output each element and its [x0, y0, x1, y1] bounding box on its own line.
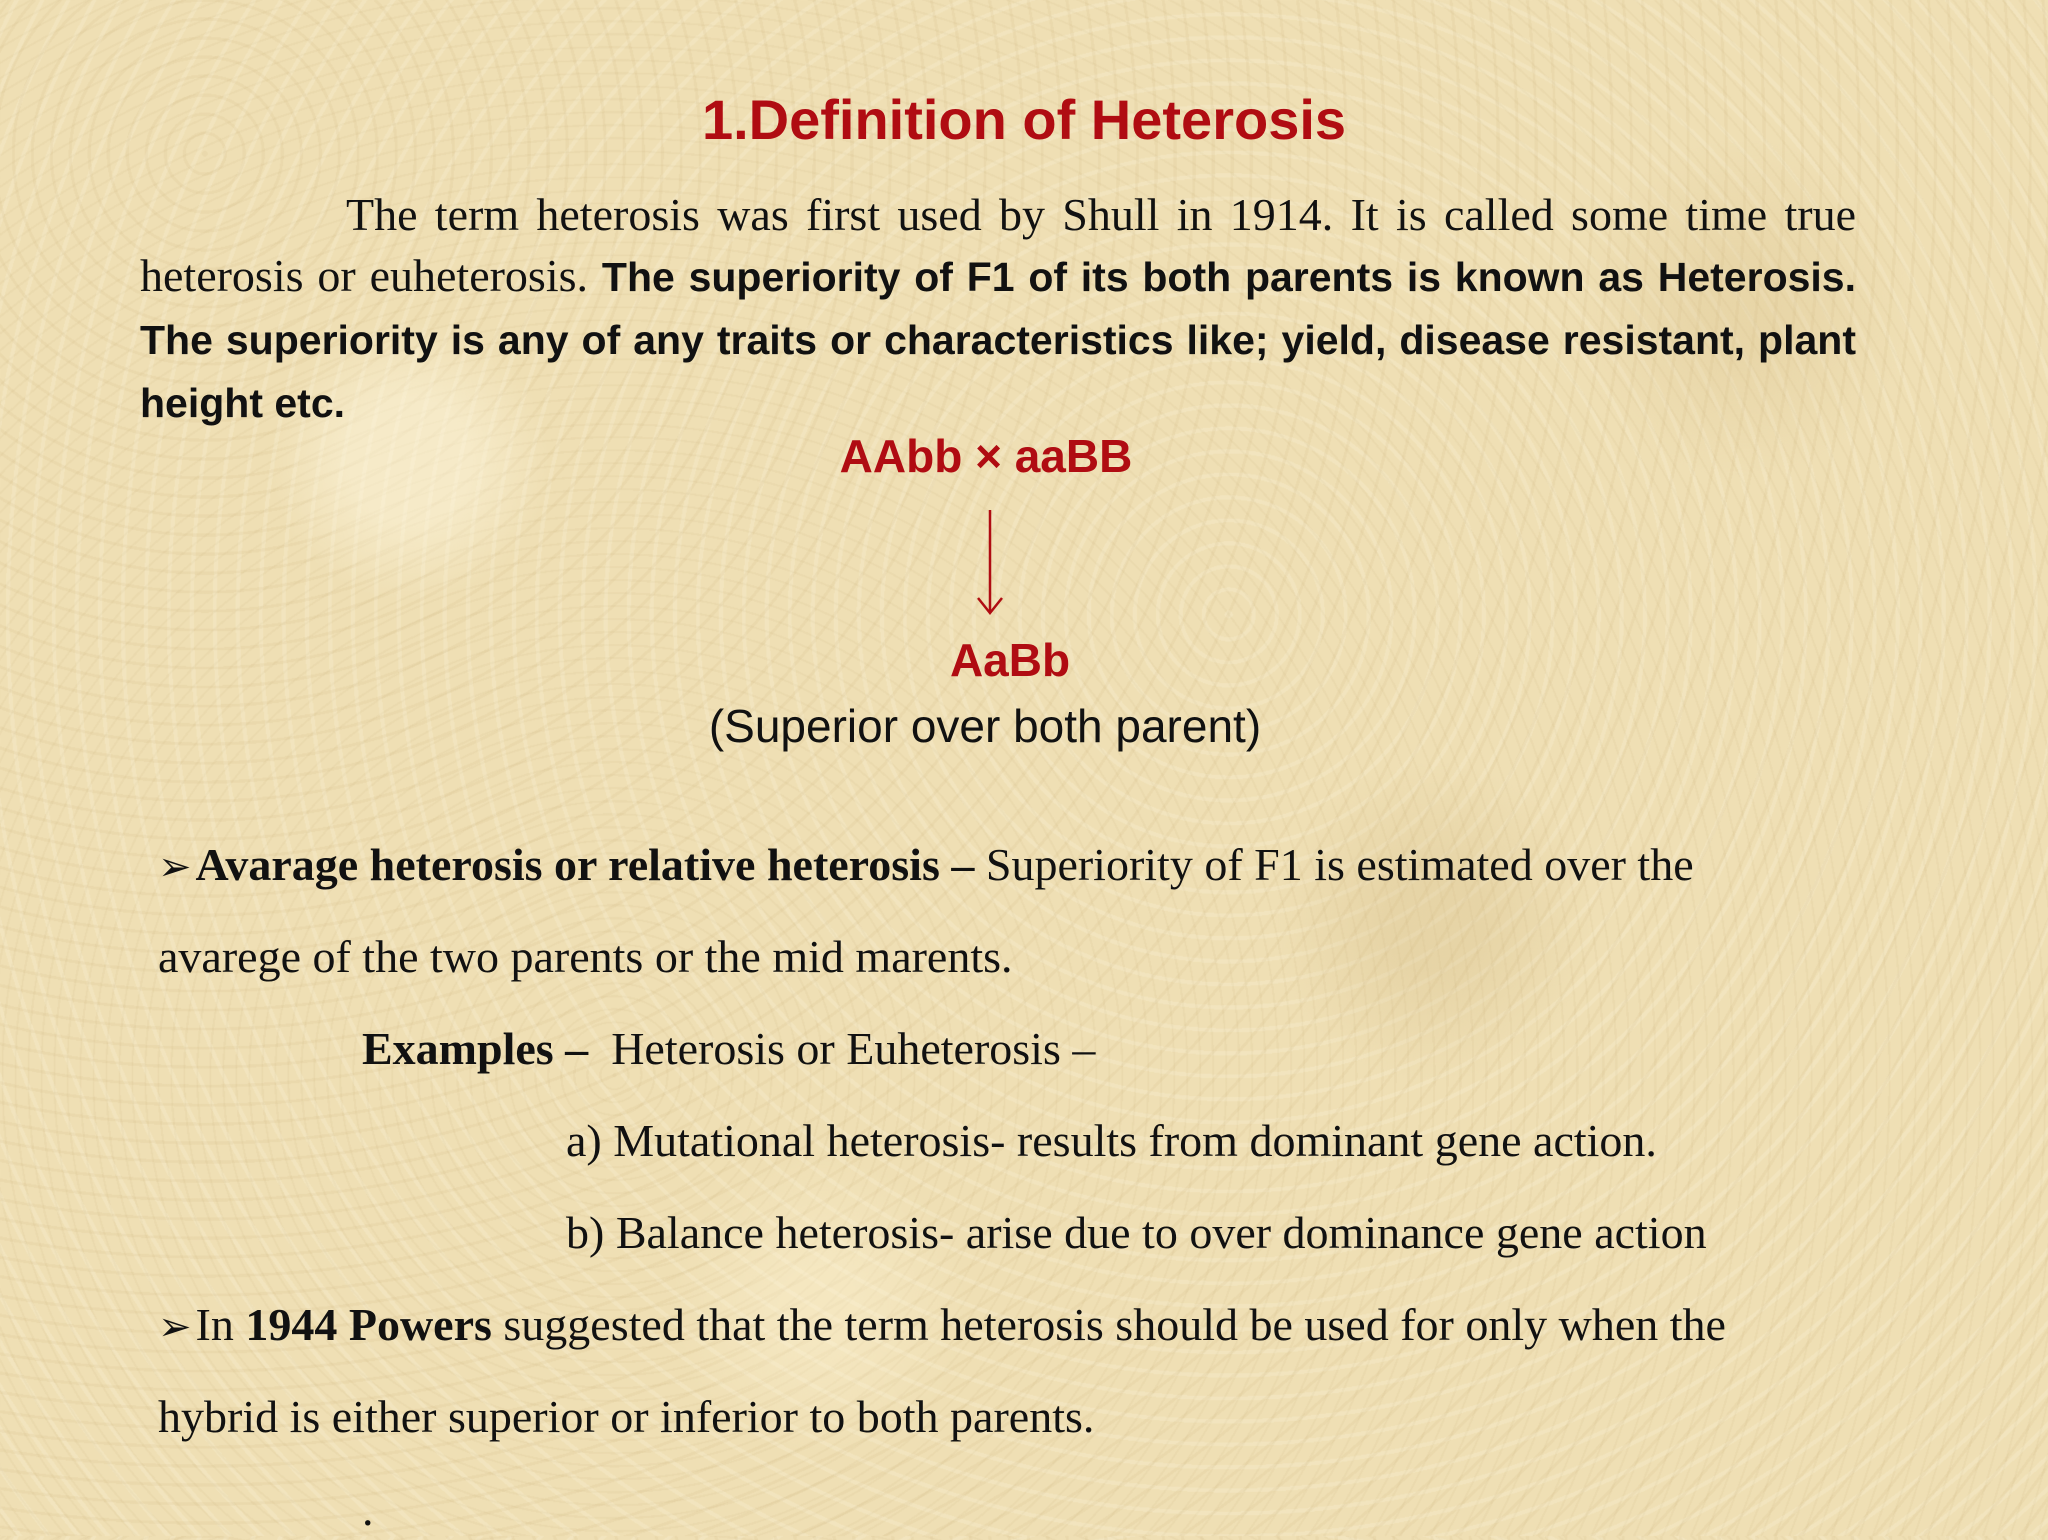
example-item-a: a) Mutational heterosis- results from dominant gene action.	[566, 1115, 1657, 1166]
average-heterosis-continuation: avarege of the two parents or the mid marents.	[158, 931, 1013, 982]
intro-plain-text: The term heterosis was first used by Shull in 1914. It is called some time true heterosis or euheterosis.	[140, 189, 1856, 301]
powers-continuation: hybrid is either superior or inferior to both parents.	[158, 1391, 1095, 1442]
examples-line	[362, 1019, 1095, 1079]
average-heterosis-definition: Superiority of F1 is estimated over the	[974, 839, 1694, 890]
cross-offspring: AaBb	[949, 634, 1071, 686]
cross-parents: AAbb × aaBB	[839, 430, 1133, 482]
powers-suffix: suggested that the term heterosis should be used for only when the	[491, 1299, 1726, 1350]
intro-paragraph	[140, 184, 1856, 434]
example-item-b: b) Balance heterosis- arise due to over dominance gene action	[566, 1207, 1707, 1258]
examples-label: Examples –	[362, 1023, 589, 1074]
powers-prefix: In	[195, 1299, 246, 1350]
average-heterosis-term: Avarage heterosis or relative heterosis –	[195, 839, 975, 890]
trailing-mark: .	[362, 1484, 374, 1535]
intro-bold-text: The superiority of F1 of its both parents is known as Heterosis. The superiority is any of any traits or characteristics like; yield, disease resistant, plant height etc.	[140, 254, 1856, 426]
powers-bold: 1944 Powers	[245, 1299, 492, 1350]
powers-line	[158, 1295, 1726, 1357]
bullet-arrow-icon: ➢	[158, 1304, 192, 1349]
bullet-arrow-icon: ➢	[158, 844, 192, 889]
average-heterosis-line	[158, 835, 1694, 897]
cross-note: (Superior over both parent)	[708, 700, 1262, 752]
down-arrow-icon	[972, 508, 1008, 618]
slide-title: 1.Definition of Heterosis	[701, 88, 1347, 151]
examples-text: Heterosis or Euheterosis –	[588, 1023, 1096, 1074]
